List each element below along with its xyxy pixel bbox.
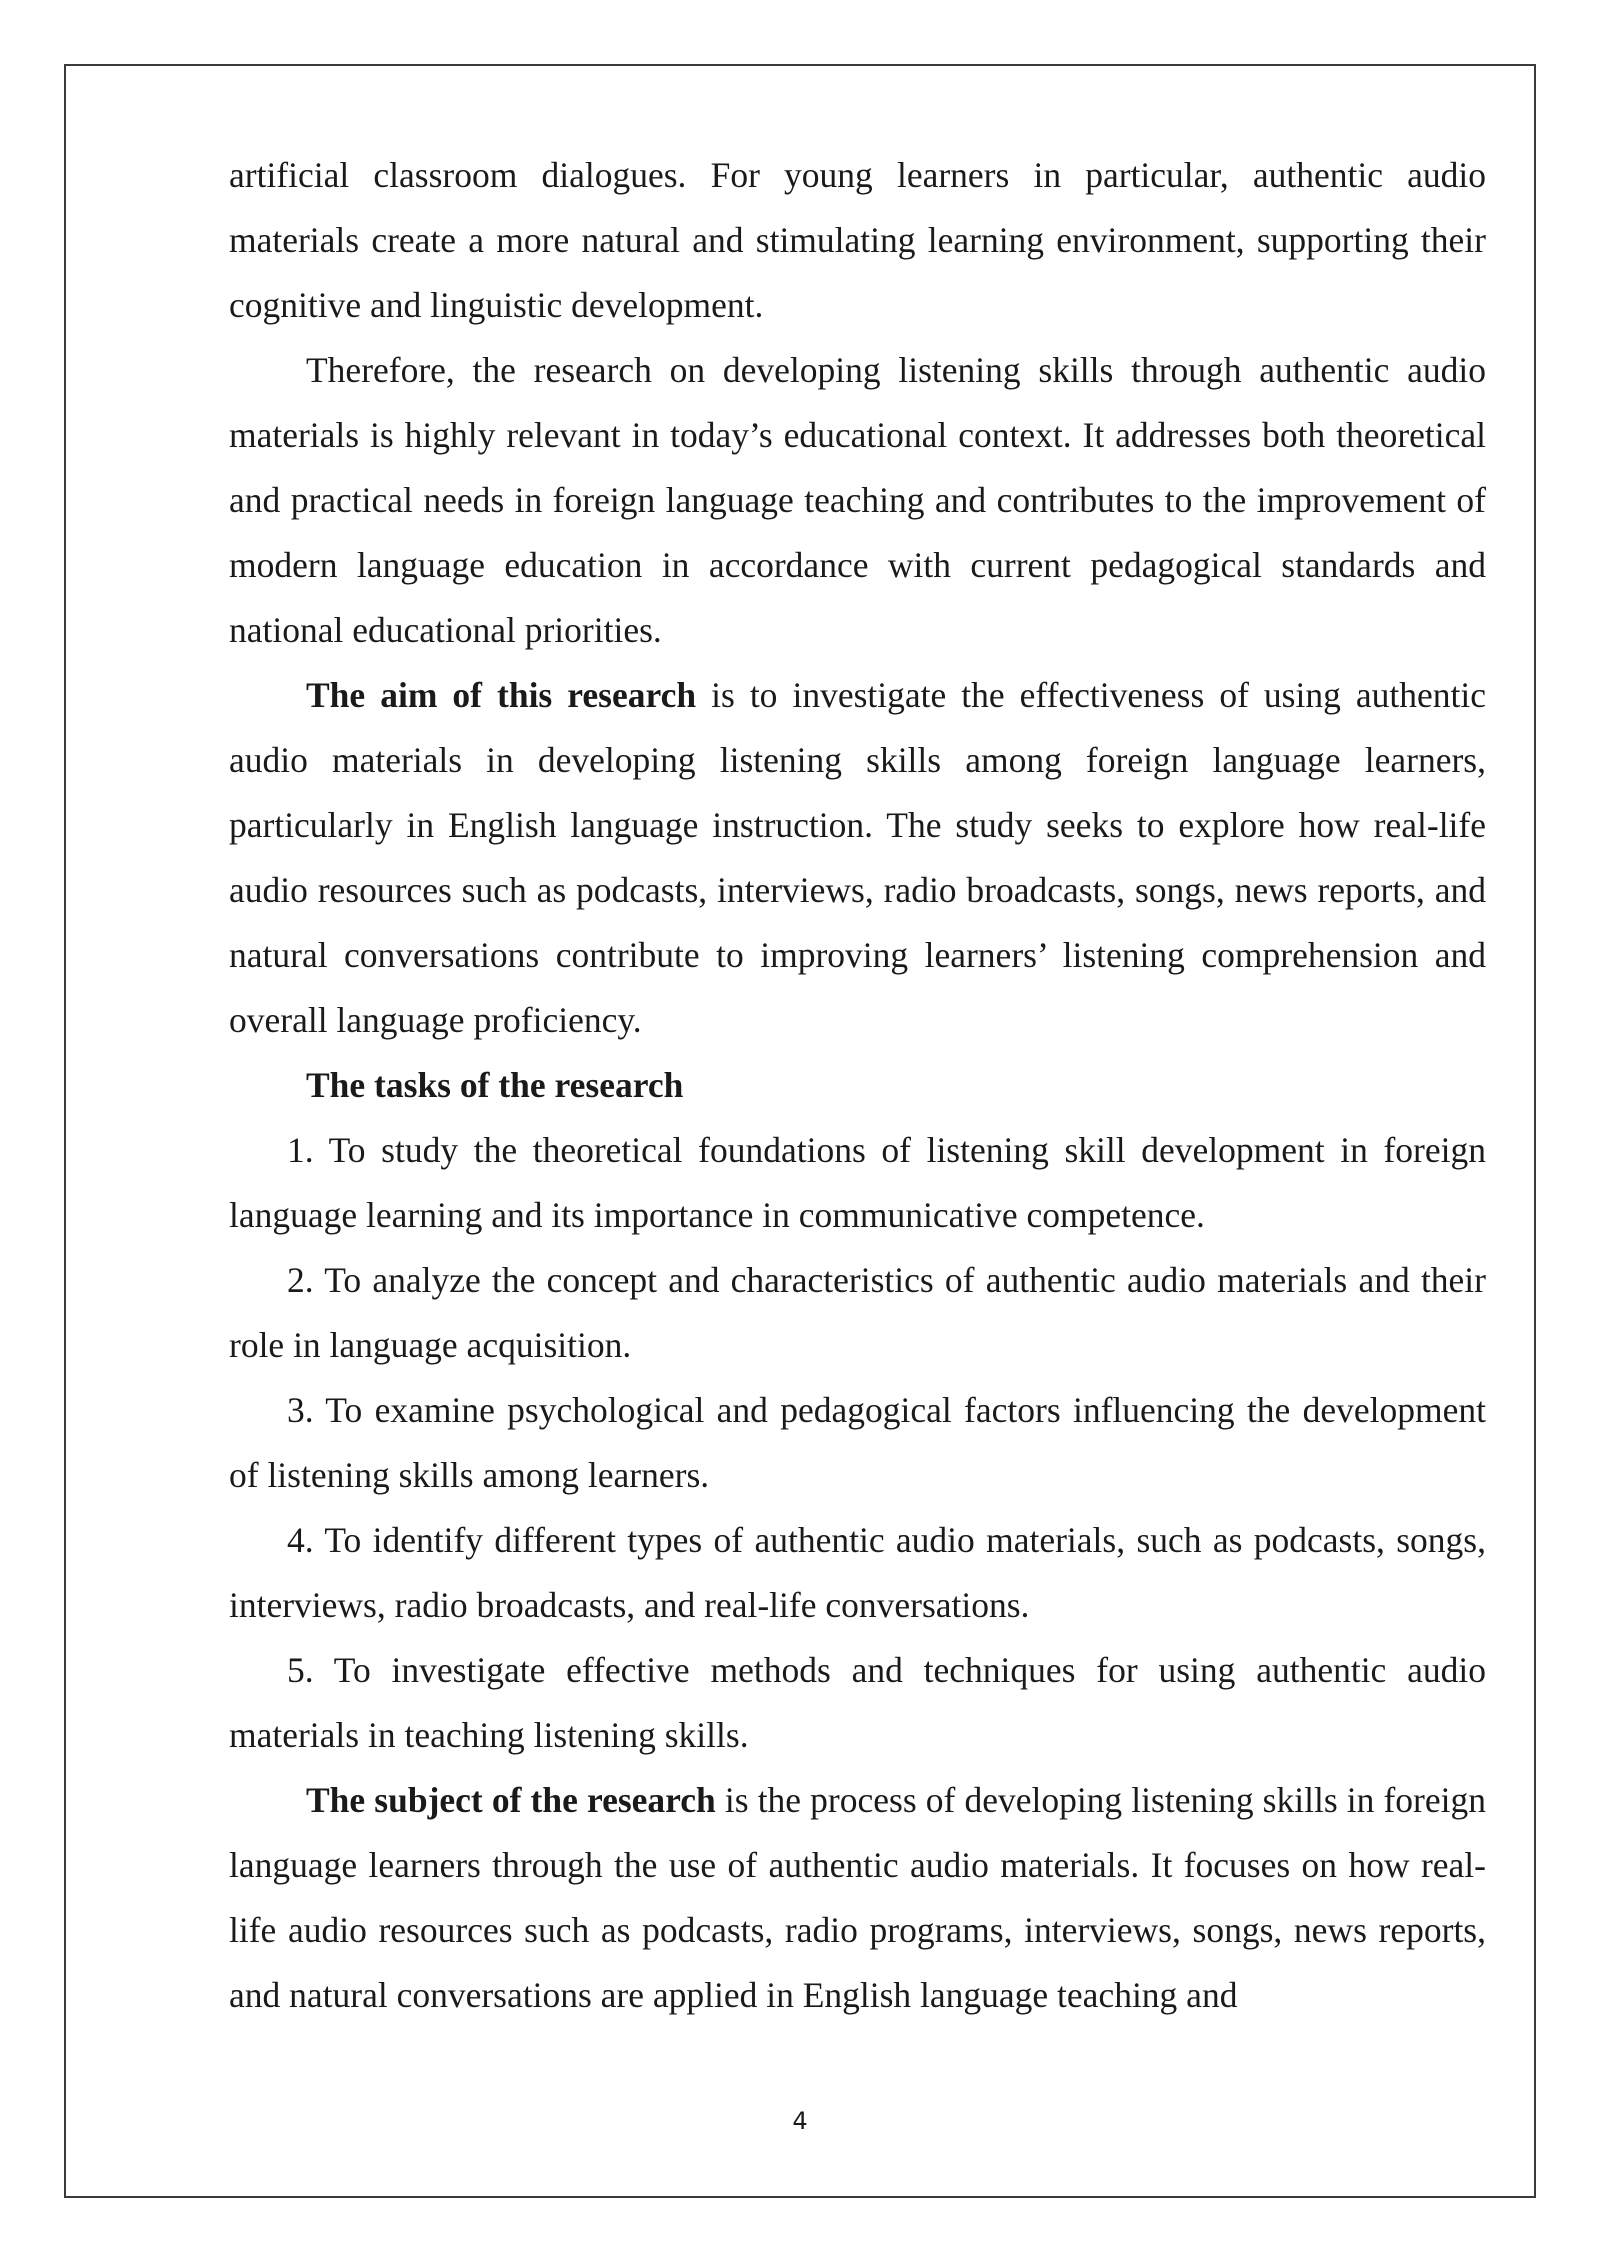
paragraph-relevance: Therefore, the research on developing listening skills through authentic audio materials is highly relevant in today’s educational context. It addresses both theoretical and practical needs in foreign language teaching and contributes to the improvement of modern language education in accordance with current pedagogical standards and national educational priorities. xyxy=(229,350,1486,650)
paragraph-aim xyxy=(229,663,1486,1053)
document-body xyxy=(229,143,1486,2028)
page-number: 4 xyxy=(792,2107,808,2135)
task-item-5: 5. To investigate effective methods and techniques for using authentic audio materials in teaching listening skills. xyxy=(229,1650,1486,1755)
paragraph-subject xyxy=(229,1768,1486,2028)
subject-lead: The subject of the research xyxy=(306,1780,716,1820)
task-item-1: 1. To study the theoretical foundations of listening skill development in foreign language learning and its importance in communicative competence. xyxy=(229,1130,1486,1235)
paragraph-continuation: artificial classroom dialogues. For young learners in particular, authentic audio materials create a more natural and stimulating learning environment, supporting their cognitive and linguistic development. xyxy=(229,155,1486,325)
aim-text: is to investigate the effectiveness of using authentic audio materials in developing listening skills among foreign language learners, particularly in English language instruction. The study seeks to explore how real-life audio resources such as podcasts, interviews, radio broadcasts, songs, news reports, and natural conversations contribute to improving learners’ listening comprehension and overall language proficiency. xyxy=(229,675,1486,1040)
task-item-3: 3. To examine psychological and pedagogical factors influencing the development of listening skills among learners. xyxy=(229,1390,1486,1495)
task-item-2: 2. To analyze the concept and characteristics of authentic audio materials and their role in language acquisition. xyxy=(229,1260,1486,1365)
tasks-heading: The tasks of the research xyxy=(306,1065,684,1105)
task-item-4: 4. To identify different types of authentic audio materials, such as podcasts, songs, interviews, radio broadcasts, and real-life conversations. xyxy=(229,1520,1486,1625)
aim-lead: The aim of this research xyxy=(306,675,697,715)
subject-text: is the process of developing listening skills in foreign language learners through the use of authentic audio materials. It focuses on how real-life audio resources such as podcasts, radio programs, interviews, songs, news reports, and natural conversations are applied in English language teaching and xyxy=(229,1780,1486,2015)
